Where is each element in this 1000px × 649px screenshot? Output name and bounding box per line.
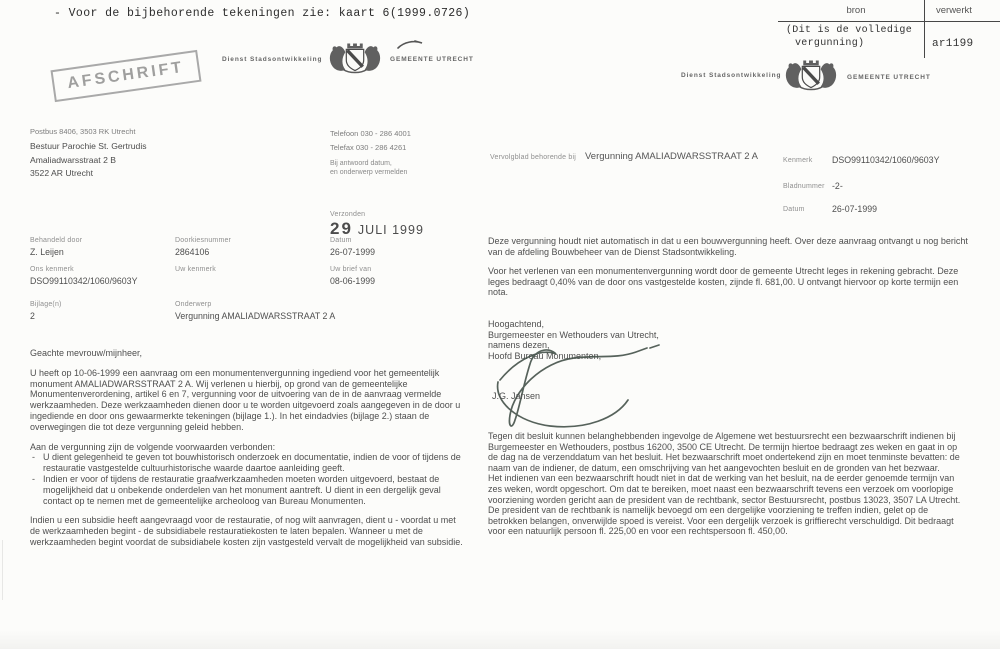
utrecht-coat-of-arms-icon bbox=[782, 56, 840, 96]
signer-name: J.G. Jansen bbox=[492, 391, 541, 401]
closing-hoogachtend: Hoogachtend, bbox=[488, 319, 545, 329]
closing-hoofd-bureau: Hoofd Bureau Monumenten, bbox=[488, 350, 602, 361]
paragraph-leges: Voor het verlenen van een monumentenvergunning wordt door de gemeente Utrecht leges in rekening gebracht. Deze leges bedraagt 0,40% van de door ons vastgestelde kosten, zijnde fl. 681,00. U ontvangt hiervoor op korte termijn een nota. bbox=[488, 266, 959, 298]
contact-block bbox=[330, 127, 411, 177]
page1-letter-body bbox=[30, 348, 466, 548]
uw-brief-van-value: 08-06-1999 bbox=[330, 276, 375, 286]
handwritten-check-mark bbox=[396, 39, 424, 51]
ons-kenmerk-label: Ons kenmerk bbox=[30, 266, 74, 273]
kenmerk-label: Kenmerk bbox=[783, 157, 813, 164]
conditions-list bbox=[30, 452, 466, 506]
registry-note-line1: (Dit is de volledige bbox=[786, 25, 913, 36]
date-received-stamp bbox=[330, 219, 424, 239]
scan-shadow-band bbox=[0, 630, 1000, 649]
paragraph-aanvraag: U heeft op 10-06-1999 een aanvraag om een monumentenvergunning ingediend voor het gemeentelijk monument AMALIADWARSSTRAAT 2 A. Wij verlenen u hierbij, op grond van de gemeentelijke Monumentenverordening, artikel 6 en 7, vergunning voor de uitvoering van de in de aanvraag vermelde werkzaamheden. Deze werkzaamheden dienen door u te worden uitgevoerd zoals aangegeven in de door u ingediende en door ons gewaarmerkte tekeningen (bijlage 1.). In het eindadvies (bijlage 2.) staan de overwegingen die tot deze vergunning geleid hebben. bbox=[30, 367, 461, 432]
ons-kenmerk-value: DSO99110342/1060/9603Y bbox=[30, 276, 138, 286]
afschrift-stamp: AFSCHRIFT bbox=[50, 50, 201, 102]
recipient-name: Bestuur Parochie St. Gertrudis bbox=[30, 141, 147, 151]
registry-code: ar1199 bbox=[932, 38, 974, 50]
behandeld-door-label: Behandeld door bbox=[30, 237, 83, 244]
behandeld-door-value: Z. Leijen bbox=[30, 247, 64, 257]
verzonden-label: Verzonden bbox=[330, 211, 366, 218]
closing-burgemeester: Burgemeester en Wethouders van Utrecht, bbox=[488, 329, 659, 340]
uw-kenmerk-label: Uw kenmerk bbox=[175, 266, 216, 273]
page1-department: Dienst Stadsontwikkeling bbox=[222, 56, 323, 63]
telefax-line: Telefax 030 - 286 4261 bbox=[330, 143, 407, 152]
reply-note-line2: en onderwerp vermelden bbox=[330, 169, 408, 176]
salutation: Geachte mevrouw/mijnheer, bbox=[30, 348, 143, 358]
page2-datum-value: 26-07-1999 bbox=[832, 204, 877, 214]
bijlagen-label: Bijlage(n) bbox=[30, 301, 62, 308]
registry-table-horizontal-line bbox=[778, 21, 1000, 22]
vervolgblad-label: Vervolgblad behorende bij bbox=[490, 154, 576, 161]
condition-item-2: - Indien er voor of tijdens de restauratie graafwerkzaamheden moeten worden uitgevoerd, bestaat de mogelijkheid dat u onbekende onderdelen van het monument aantreft. U dient in een dergelijk geval contact op te nemen met de gemeentelijke archeoloog van Bureau Monumenten. bbox=[30, 474, 466, 506]
registry-column-verwerkt: verwerkt bbox=[936, 5, 972, 16]
kenmerk-value: DSO99110342/1060/9603Y bbox=[832, 155, 940, 165]
page2-datum-label: Datum bbox=[783, 206, 805, 213]
telefoon-line: Telefoon 030 - 286 4001 bbox=[330, 129, 411, 138]
page2-organization: GEMEENTE UTRECHT bbox=[847, 74, 931, 81]
registry-column-bron: bron bbox=[846, 5, 866, 16]
bladnummer-value: -2- bbox=[832, 181, 843, 191]
uw-brief-van-label: Uw brief van bbox=[330, 266, 372, 273]
paragraph-subsidie: Indien u een subsidie heeft aangevraagd voor de restauratie, of nog wilt aanvragen, dient u - voordat u met de werkzaamheden begint - de subsidiabele restauratiekosten te laten bepalen. Wanneer u met de werkzaamheden begint voordat de subsidiabele kosten zijn vastgesteld vervalt de mogelijkheid van subsidie. bbox=[30, 515, 463, 547]
recipient-street: Amaliadwarsstraat 2 B bbox=[30, 154, 116, 165]
vervolgblad-value: Vergunning AMALIADWARSSTRAAT 2 A bbox=[585, 151, 759, 162]
page2-body-bottom bbox=[488, 431, 968, 537]
onderwerp-value: Vergunning AMALIADWARSSTRAAT 2 A bbox=[175, 311, 336, 321]
bladnummer-label: Bladnummer bbox=[783, 183, 825, 190]
paragraph-bezwaarschrift: Tegen dit besluit kunnen belanghebbenden ingevolge de Algemene wet bestuursrecht een bezwaarschrift indienen bij Burgemeester en Wethouders, postbus 16200, 3500 CE Utrecht. De termijn hiertoe bedraagt zes weken en gaat in op de dag na de verzenddatum van het besluit. Het bezwaarschrift moet ondertekend zijn en moet tenminste bevatten: de naam van de indiener, de datum, een omschrijving van het aangevochten besluit en de gronden van het bezwaar. bbox=[488, 431, 960, 473]
registry-table-vertical-line bbox=[924, 0, 925, 58]
datum-label: Datum bbox=[330, 237, 352, 244]
stamp-month-year: JULI 1999 bbox=[357, 223, 424, 237]
handwritten-signature bbox=[490, 338, 670, 433]
doorkiesnummer-value: 2864106 bbox=[175, 247, 210, 257]
sender-postbus-line: Postbus 8406, 3503 RK Utrecht bbox=[30, 127, 136, 136]
datum-value: 26-07-1999 bbox=[330, 247, 375, 257]
reply-note-line1: Bij antwoord datum, bbox=[330, 160, 392, 167]
stamp-day: 29 bbox=[330, 219, 353, 238]
page2-department: Dienst Stadsontwikkeling bbox=[681, 72, 782, 79]
registry-note-line2: vergunning) bbox=[795, 38, 865, 49]
doorkiesnummer-label: Doorkiesnummer bbox=[175, 237, 232, 244]
paragraph-bouwvergunning: Deze vergunning houdt niet automatisch in dat u een bouwvergunning heeft. Over deze aanvraag ontvangt u nog bericht van de afdeling Bouwbeheer van de Dienst Stadsontwikkeling. bbox=[488, 236, 968, 257]
typewriter-annotation: - Voor de bijbehorende tekeningen zie: kaart 6(1999.0726) bbox=[54, 7, 471, 20]
scan-page-edge bbox=[2, 540, 3, 600]
bijlagen-value: 2 bbox=[30, 311, 35, 321]
closing-namens-dezen: namens dezen, bbox=[488, 340, 550, 351]
condition-item-1: - U dient gelegenheid te geven tot bouwhistorisch onderzoek en documentatie, indien de voor of tijdens de restauratie vastgestelde cultuurhistorische waarde daartoe aanleiding geeft. bbox=[30, 452, 466, 474]
paragraph-voorlopige-voorziening: Het indienen van een bezwaarschrift houdt niet in dat de werking van het besluit, na de eerder genoemde termijn van zes weken, wordt opgeschort. Om dat te bereiken, moet naast een bezwaarschrift tevens een verzoek om voorlopige voorziening worden gericht aan de president van de rechtbank, sector Bestuursrecht, postbus 13023, 3507 LA Utrecht. De president van de rechtbank is namelijk bevoegd om een dergelijke voorziening te treffen indien, gelet op de betrokken belangen, onverwijlde spoed is vereist. Voor een dergelijk verzoek is griffierecht verschuldigd. Dit bedraagt voor een natuurlijk persoon fl. 225,00 en voor een rechtspersoon fl. 450,00. bbox=[488, 473, 961, 537]
utrecht-coat-of-arms-icon bbox=[326, 38, 384, 80]
onderwerp-label: Onderwerp bbox=[175, 301, 212, 308]
recipient-address-block bbox=[30, 127, 147, 181]
conditions-intro: Aan de vergunning zijn de volgende voorwaarden verbonden: bbox=[30, 441, 276, 452]
page1-organization: GEMEENTE UTRECHT bbox=[390, 56, 474, 63]
recipient-city: 3522 AR Utrecht bbox=[30, 168, 94, 178]
page2-body-top bbox=[488, 236, 968, 298]
